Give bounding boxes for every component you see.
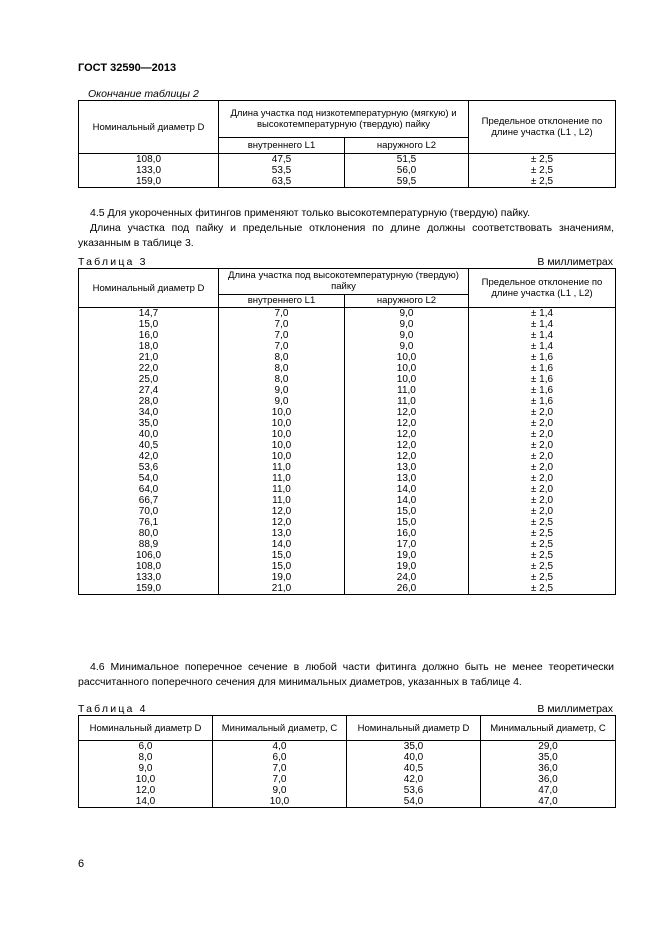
table3-cell: ± 2,0 bbox=[469, 407, 616, 418]
table3-cell: 9,0 bbox=[345, 308, 469, 320]
table3-cell: 88,9 bbox=[79, 539, 219, 550]
table3-cell: 8,0 bbox=[219, 352, 345, 363]
table3-cell: 19,0 bbox=[345, 550, 469, 561]
table3-cell: 15,0 bbox=[79, 319, 219, 330]
table3-cell: 27,4 bbox=[79, 385, 219, 396]
table3-cell: 19,0 bbox=[219, 572, 345, 583]
table-row bbox=[79, 741, 616, 753]
table3-cell: ± 1,6 bbox=[469, 374, 616, 385]
table-row bbox=[79, 341, 616, 352]
table3-cell: 106,0 bbox=[79, 550, 219, 561]
table3-cell: 11,0 bbox=[345, 396, 469, 407]
table-row bbox=[79, 796, 616, 808]
table4-cell: 53,6 bbox=[347, 785, 481, 796]
table3-cell: 42,0 bbox=[79, 451, 219, 462]
table2-cell: 159,0 bbox=[79, 176, 219, 188]
table3-cell: ± 2,0 bbox=[469, 440, 616, 451]
table3-cell: 10,0 bbox=[219, 418, 345, 429]
table4-cell: 35,0 bbox=[347, 741, 481, 753]
table3-caption bbox=[78, 256, 613, 268]
table3-cell: 12,0 bbox=[219, 506, 345, 517]
table-row bbox=[79, 154, 616, 166]
table4-header-col2: Минимальный диаметр, C bbox=[213, 716, 347, 741]
table-row bbox=[79, 528, 616, 539]
table2-cell: 63,5 bbox=[219, 176, 345, 188]
table3-cell: 10,0 bbox=[219, 451, 345, 462]
table3-cell: 10,0 bbox=[219, 429, 345, 440]
table4-cell: 7,0 bbox=[213, 774, 347, 785]
table3-header-inner: внутреннего L1 bbox=[219, 294, 345, 307]
table4-body bbox=[79, 741, 616, 808]
table3-cell: 19,0 bbox=[345, 561, 469, 572]
table3-cell: 13,0 bbox=[345, 473, 469, 484]
table4-cell: 6,0 bbox=[79, 741, 213, 753]
table2-cell: 133,0 bbox=[79, 165, 219, 176]
table3-header-deviation: Предельное отклонение по длине участка (L1 , L2) bbox=[469, 269, 616, 308]
table3-cell: ± 1,6 bbox=[469, 385, 616, 396]
table3-cell: 10,0 bbox=[219, 440, 345, 451]
table3-cell: ± 2,5 bbox=[469, 539, 616, 550]
table-row bbox=[79, 462, 616, 473]
table3-cell: 12,0 bbox=[219, 517, 345, 528]
table3-cell: 24,0 bbox=[345, 572, 469, 583]
table4-cell: 8,0 bbox=[79, 752, 213, 763]
table-row bbox=[79, 385, 616, 396]
table3-cell: 108,0 bbox=[79, 561, 219, 572]
table4-cell: 35,0 bbox=[481, 752, 616, 763]
table3-cell: ± 1,6 bbox=[469, 396, 616, 407]
table4-cell: 7,0 bbox=[213, 763, 347, 774]
table-row bbox=[79, 561, 616, 572]
table-row bbox=[79, 418, 616, 429]
table3-cell: 54,0 bbox=[79, 473, 219, 484]
table-row bbox=[79, 539, 616, 550]
table3-unit: В миллиметрах bbox=[537, 256, 613, 268]
table-row bbox=[79, 517, 616, 528]
page-number: 6 bbox=[78, 858, 85, 870]
table4-cell: 47,0 bbox=[481, 796, 616, 808]
table4-cell: 42,0 bbox=[347, 774, 481, 785]
table2-header-deviation: Предельное отклонение по длине участка (L1 , L2) bbox=[469, 101, 616, 154]
table-row bbox=[79, 429, 616, 440]
table3-cell: ± 1,6 bbox=[469, 363, 616, 374]
table3-cell: ± 1,4 bbox=[469, 308, 616, 320]
table3-cell: 7,0 bbox=[219, 341, 345, 352]
table3-cell: 76,1 bbox=[79, 517, 219, 528]
table-row bbox=[79, 396, 616, 407]
table3-cell: 9,0 bbox=[345, 330, 469, 341]
table3-body bbox=[79, 308, 616, 595]
table3-cell: 7,0 bbox=[219, 308, 345, 320]
table3-cell: 15,0 bbox=[219, 550, 345, 561]
table2-caption: Окончание таблицы 2 bbox=[88, 88, 199, 100]
table4-cell: 6,0 bbox=[213, 752, 347, 763]
table3-cell: 35,0 bbox=[79, 418, 219, 429]
table3-cell: ± 1,4 bbox=[469, 341, 616, 352]
table-row bbox=[79, 572, 616, 583]
table3-cell: 16,0 bbox=[345, 528, 469, 539]
table3-cell: 40,5 bbox=[79, 440, 219, 451]
table4-caption bbox=[78, 703, 613, 715]
table3-cell: 21,0 bbox=[79, 352, 219, 363]
table3-cell: ± 2,0 bbox=[469, 506, 616, 517]
table3-cell: 80,0 bbox=[79, 528, 219, 539]
table4-cell: 4,0 bbox=[213, 741, 347, 753]
table2-cell: 47,5 bbox=[219, 154, 345, 166]
table4-cell: 9,0 bbox=[213, 785, 347, 796]
table4-header-col1: Номинальный диаметр D bbox=[79, 716, 213, 741]
table3-cell: 25,0 bbox=[79, 374, 219, 385]
table3-cell: 22,0 bbox=[79, 363, 219, 374]
table3-cell: 15,0 bbox=[345, 517, 469, 528]
table2-cell: 53,5 bbox=[219, 165, 345, 176]
table3-cell: 11,0 bbox=[219, 473, 345, 484]
table-row bbox=[79, 484, 616, 495]
table3-cell: 16,0 bbox=[79, 330, 219, 341]
table4-unit: В миллиметрах bbox=[537, 703, 613, 715]
table3-cell: 66,7 bbox=[79, 495, 219, 506]
table3-cell: 14,0 bbox=[345, 484, 469, 495]
table-row bbox=[79, 352, 616, 363]
table3-cell: 53,6 bbox=[79, 462, 219, 473]
table3-cell: 26,0 bbox=[345, 583, 469, 595]
table4-header-col4: Минимальный диаметр, C bbox=[481, 716, 616, 741]
table3-cell: ± 2,0 bbox=[469, 462, 616, 473]
table3-cell: 7,0 bbox=[219, 319, 345, 330]
table3-cell: 14,0 bbox=[219, 539, 345, 550]
table-row bbox=[79, 407, 616, 418]
table3-cell: 159,0 bbox=[79, 583, 219, 595]
table3-cell: ± 2,5 bbox=[469, 561, 616, 572]
table4-cell: 40,0 bbox=[347, 752, 481, 763]
table3-cell: 12,0 bbox=[345, 418, 469, 429]
table3-cell: 64,0 bbox=[79, 484, 219, 495]
table3-cell: ± 2,0 bbox=[469, 429, 616, 440]
table3-cell: ± 1,4 bbox=[469, 319, 616, 330]
table-2 bbox=[78, 100, 616, 188]
table3-header-diameter: Номинальный диаметр D bbox=[79, 269, 219, 308]
table3-cell: 8,0 bbox=[219, 374, 345, 385]
table-row bbox=[79, 495, 616, 506]
table2-cell: ± 2,5 bbox=[469, 154, 616, 166]
table2-cell: 51,5 bbox=[345, 154, 469, 166]
table3-cell: 9,0 bbox=[219, 385, 345, 396]
section-4-5-p2: Длина участка под пайку и предельные отклонения по длине должны соответствовать значениям, указанным в таблице 3. bbox=[78, 222, 614, 249]
table-row bbox=[79, 440, 616, 451]
table2-header-diameter: Номинальный диаметр D bbox=[79, 101, 219, 154]
table3-cell: 18,0 bbox=[79, 341, 219, 352]
table3-cell: 12,0 bbox=[345, 440, 469, 451]
table3-cell: 14,0 bbox=[345, 495, 469, 506]
table3-cell: ± 2,0 bbox=[469, 473, 616, 484]
table4-cell: 10,0 bbox=[213, 796, 347, 808]
table2-cell: 56,0 bbox=[345, 165, 469, 176]
table4-cell: 14,0 bbox=[79, 796, 213, 808]
table-row bbox=[79, 176, 616, 188]
table-row bbox=[79, 785, 616, 796]
table3-cell: ± 2,5 bbox=[469, 550, 616, 561]
table3-cell: 10,0 bbox=[345, 363, 469, 374]
table-row bbox=[79, 550, 616, 561]
table2-cell: ± 2,5 bbox=[469, 165, 616, 176]
table3-cell: 15,0 bbox=[219, 561, 345, 572]
table3-cell: 12,0 bbox=[345, 407, 469, 418]
table3-cell: 12,0 bbox=[345, 451, 469, 462]
table-row bbox=[79, 319, 616, 330]
document-header: ГОСТ 32590—2013 bbox=[78, 62, 177, 74]
table-row bbox=[79, 165, 616, 176]
table2-cell: 59,5 bbox=[345, 176, 469, 188]
table-3 bbox=[78, 268, 616, 595]
table3-cell: 9,0 bbox=[345, 341, 469, 352]
table2-header-outer: наружного L2 bbox=[345, 138, 469, 154]
table4-cell: 9,0 bbox=[79, 763, 213, 774]
section-4-5 bbox=[78, 206, 614, 251]
table-row bbox=[79, 583, 616, 595]
table-row bbox=[79, 752, 616, 763]
section-4-6 bbox=[78, 660, 614, 690]
section-4-6-p1: 4.6 Минимальное поперечное сечение в любой части фитинга должно быть не менее теоретически рассчитанного поперечного сечения для минимальных диаметров, указанных в таблице 4. bbox=[78, 661, 614, 688]
table-row bbox=[79, 330, 616, 341]
table2-body bbox=[79, 154, 616, 188]
table3-cell: 11,0 bbox=[219, 484, 345, 495]
table3-cell: 13,0 bbox=[219, 528, 345, 539]
table4-label: Таблица 4 bbox=[78, 703, 148, 715]
table3-cell: 13,0 bbox=[345, 462, 469, 473]
table-4 bbox=[78, 715, 616, 808]
table4-cell: 10,0 bbox=[79, 774, 213, 785]
table3-cell: ± 2,0 bbox=[469, 451, 616, 462]
table2-cell: ± 2,5 bbox=[469, 176, 616, 188]
table3-cell: 28,0 bbox=[79, 396, 219, 407]
table3-cell: 15,0 bbox=[345, 506, 469, 517]
table3-cell: 133,0 bbox=[79, 572, 219, 583]
table3-cell: 11,0 bbox=[219, 495, 345, 506]
table3-cell: ± 2,0 bbox=[469, 484, 616, 495]
table3-cell: 40,0 bbox=[79, 429, 219, 440]
table3-cell: ± 2,5 bbox=[469, 517, 616, 528]
table4-cell: 12,0 bbox=[79, 785, 213, 796]
table4-cell: 36,0 bbox=[481, 763, 616, 774]
table3-cell: 10,0 bbox=[345, 352, 469, 363]
table3-label: Таблица 3 bbox=[78, 256, 148, 268]
table4-header-col3: Номинальный диаметр D bbox=[347, 716, 481, 741]
table3-cell: 9,0 bbox=[219, 396, 345, 407]
table3-cell: ± 2,5 bbox=[469, 572, 616, 583]
table-row bbox=[79, 308, 616, 320]
table3-cell: ± 2,0 bbox=[469, 495, 616, 506]
table3-cell: 10,0 bbox=[345, 374, 469, 385]
table3-cell: 70,0 bbox=[79, 506, 219, 517]
table-row bbox=[79, 374, 616, 385]
table3-cell: 7,0 bbox=[219, 330, 345, 341]
table4-cell: 36,0 bbox=[481, 774, 616, 785]
table-row bbox=[79, 473, 616, 484]
table3-cell: 12,0 bbox=[345, 429, 469, 440]
table3-cell: 8,0 bbox=[219, 363, 345, 374]
table3-cell: 9,0 bbox=[345, 319, 469, 330]
table3-cell: 11,0 bbox=[345, 385, 469, 396]
section-4-5-p1: 4.5 Для укороченных фитингов применяют только высокотемпературную (твердую) пайку. bbox=[90, 207, 531, 219]
table4-cell: 29,0 bbox=[481, 741, 616, 753]
table4-cell: 40,5 bbox=[347, 763, 481, 774]
table2-header-inner: внутреннего L1 bbox=[219, 138, 345, 154]
table3-cell: 21,0 bbox=[219, 583, 345, 595]
table3-header-outer: наружного L2 bbox=[345, 294, 469, 307]
table3-cell: ± 2,5 bbox=[469, 583, 616, 595]
table-row bbox=[79, 363, 616, 374]
table2-header-length: Длина участка под низкотемпературную (мягкую) и высокотемпературную (твердую) пайку bbox=[219, 101, 469, 138]
table3-cell: 10,0 bbox=[219, 407, 345, 418]
table-row bbox=[79, 763, 616, 774]
table3-cell: ± 2,0 bbox=[469, 418, 616, 429]
table-row bbox=[79, 774, 616, 785]
table3-header-length: Длина участка под высокотемпературную (твердую) пайку bbox=[219, 269, 469, 295]
table-row bbox=[79, 451, 616, 462]
table3-cell: 11,0 bbox=[219, 462, 345, 473]
table4-cell: 47,0 bbox=[481, 785, 616, 796]
table3-cell: ± 1,6 bbox=[469, 352, 616, 363]
table3-cell: 17,0 bbox=[345, 539, 469, 550]
table3-cell: 34,0 bbox=[79, 407, 219, 418]
table-row bbox=[79, 506, 616, 517]
table3-cell: ± 2,5 bbox=[469, 528, 616, 539]
table3-cell: 14,7 bbox=[79, 308, 219, 320]
table4-cell: 54,0 bbox=[347, 796, 481, 808]
table3-cell: ± 1,4 bbox=[469, 330, 616, 341]
table2-cell: 108,0 bbox=[79, 154, 219, 166]
